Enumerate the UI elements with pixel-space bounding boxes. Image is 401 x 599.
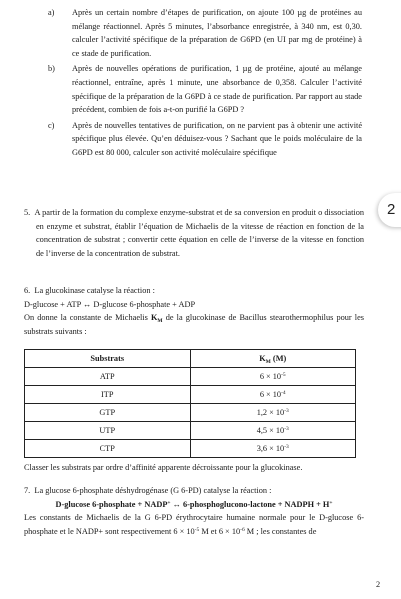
question-number: 6. [24, 286, 31, 295]
table-cell-km: $6 \times 10^{-5}$ [190, 368, 356, 386]
sub-question-a [42, 6, 362, 60]
question-text: Les constants de Michaelis de la G 6-PD érythrocytaire humaine normale pour le D-glucose 6-phosphate et le NADP+ sont respectivement $6 \times 10^{-5}$ M et $6 \times 10^{-6}$ M ; les constantes de [24, 513, 364, 536]
km-subscript: M [157, 318, 163, 325]
question-5 [24, 206, 364, 260]
question-number: 5. [24, 208, 31, 217]
classify-instruction: Classer les substrats par ordre d’affinité apparente décroissante pour la glucokinase. [24, 463, 303, 472]
table-cell-substrat: ITP [25, 386, 191, 404]
question-text: de la glucokinase de Bacillus stearothermophilus pour les substrats suivants : [24, 313, 364, 336]
km-symbol: K [150, 313, 158, 323]
sub-question-text: Après de nouvelles tentatives de purification, on ne parvient pas à obtenir une activité spécifique plus élevée. Qu’en déduisez-vous ? Sachant que le poids moléculaire de la G6PD est 80 000, calculer son activité moléculaire spécifique [72, 120, 362, 157]
table-row [25, 368, 356, 386]
table-row [25, 422, 356, 440]
question-intro: La glucose 6-phosphate déshydrogénase (G 6-PD) catalyse la réaction : [34, 486, 272, 495]
question-number: 7. [24, 486, 31, 495]
question-6 [24, 284, 364, 338]
sub-question-c [42, 119, 362, 160]
table-cell-km: $3,6 \times 10^{-3}$ [190, 440, 356, 458]
page-number: 2 [376, 580, 381, 589]
question-intro: La glucokinase catalyse la réaction : [34, 286, 155, 295]
table-row [25, 440, 356, 458]
substrate-table [24, 349, 356, 458]
sub-question-text: Après de nouvelles opérations de purification, 1 µg de protéine, ajouté au mélange réactionnel, entraîne, après 1 minute, une absorbance de 0,358. Calculer l’activité spécifique de la préparation de la G6PD à ce stade de purification. Par rapport au stade précédent, combien de fois a-t-on purifié la G6PD ? [72, 64, 362, 115]
table-cell-substrat: GTP [25, 404, 191, 422]
table-row [25, 386, 356, 404]
sub-question-text: Après un certain nombre d’étapes de purification, on ajoute 100 µg de protéines au mélange réactionnel. Après 5 minutes, l’absorbance enregistrée, à 340 nm, est 0,30. calculer l’activité spécifique de la préparation de G6PD (en UI par mg de protéine) à ce stade de purification. [72, 8, 362, 58]
table-cell-km: $6 \times 10^{-4}$ [190, 386, 356, 404]
reaction-equation: D-glucose 6-phosphate + NADP+ ↔ 6-phosphoglucono-lactone + NADPH + H+ [55, 499, 333, 509]
column-header-km: $K_M$ (M) [190, 350, 356, 368]
sub-question-list [42, 6, 362, 162]
sub-question-letter: c) [48, 120, 55, 130]
sub-question-letter: b) [48, 64, 55, 74]
sub-question-letter: a) [48, 8, 55, 17]
table-cell-substrat: ATP [25, 368, 191, 386]
table-cell-substrat: UTP [25, 422, 191, 440]
question-7 [24, 484, 364, 538]
table-cell-substrat: CTP [25, 440, 191, 458]
question-text: A partir de la formation du complexe enzyme-substrat et de sa conversion en produit o dissociation en enzyme et substrat, établir l’équation de Michaelis de la vitesse de réaction en fonction de la concentration de substrat ; convertir cette équation en celle de l’inverse de la vitesse en fonction de l’inverse de la concentration de substrat. [34, 208, 364, 258]
table-row [25, 404, 356, 422]
question-text: On donne la constante de Michaelis [24, 313, 151, 323]
sub-question-b [42, 62, 362, 116]
column-header-substrats: Substrats [25, 350, 191, 368]
table-cell-km: $1,2 \times 10^{-3}$ [190, 404, 356, 422]
page-badge[interactable]: 2 [378, 193, 401, 227]
reaction-equation: D-glucose + ATP ↔ D-glucose 6-phosphate + ADP [24, 299, 196, 309]
table-header-row [25, 350, 356, 368]
table-cell-km: $4,5 \times 10^{-3}$ [190, 422, 356, 440]
